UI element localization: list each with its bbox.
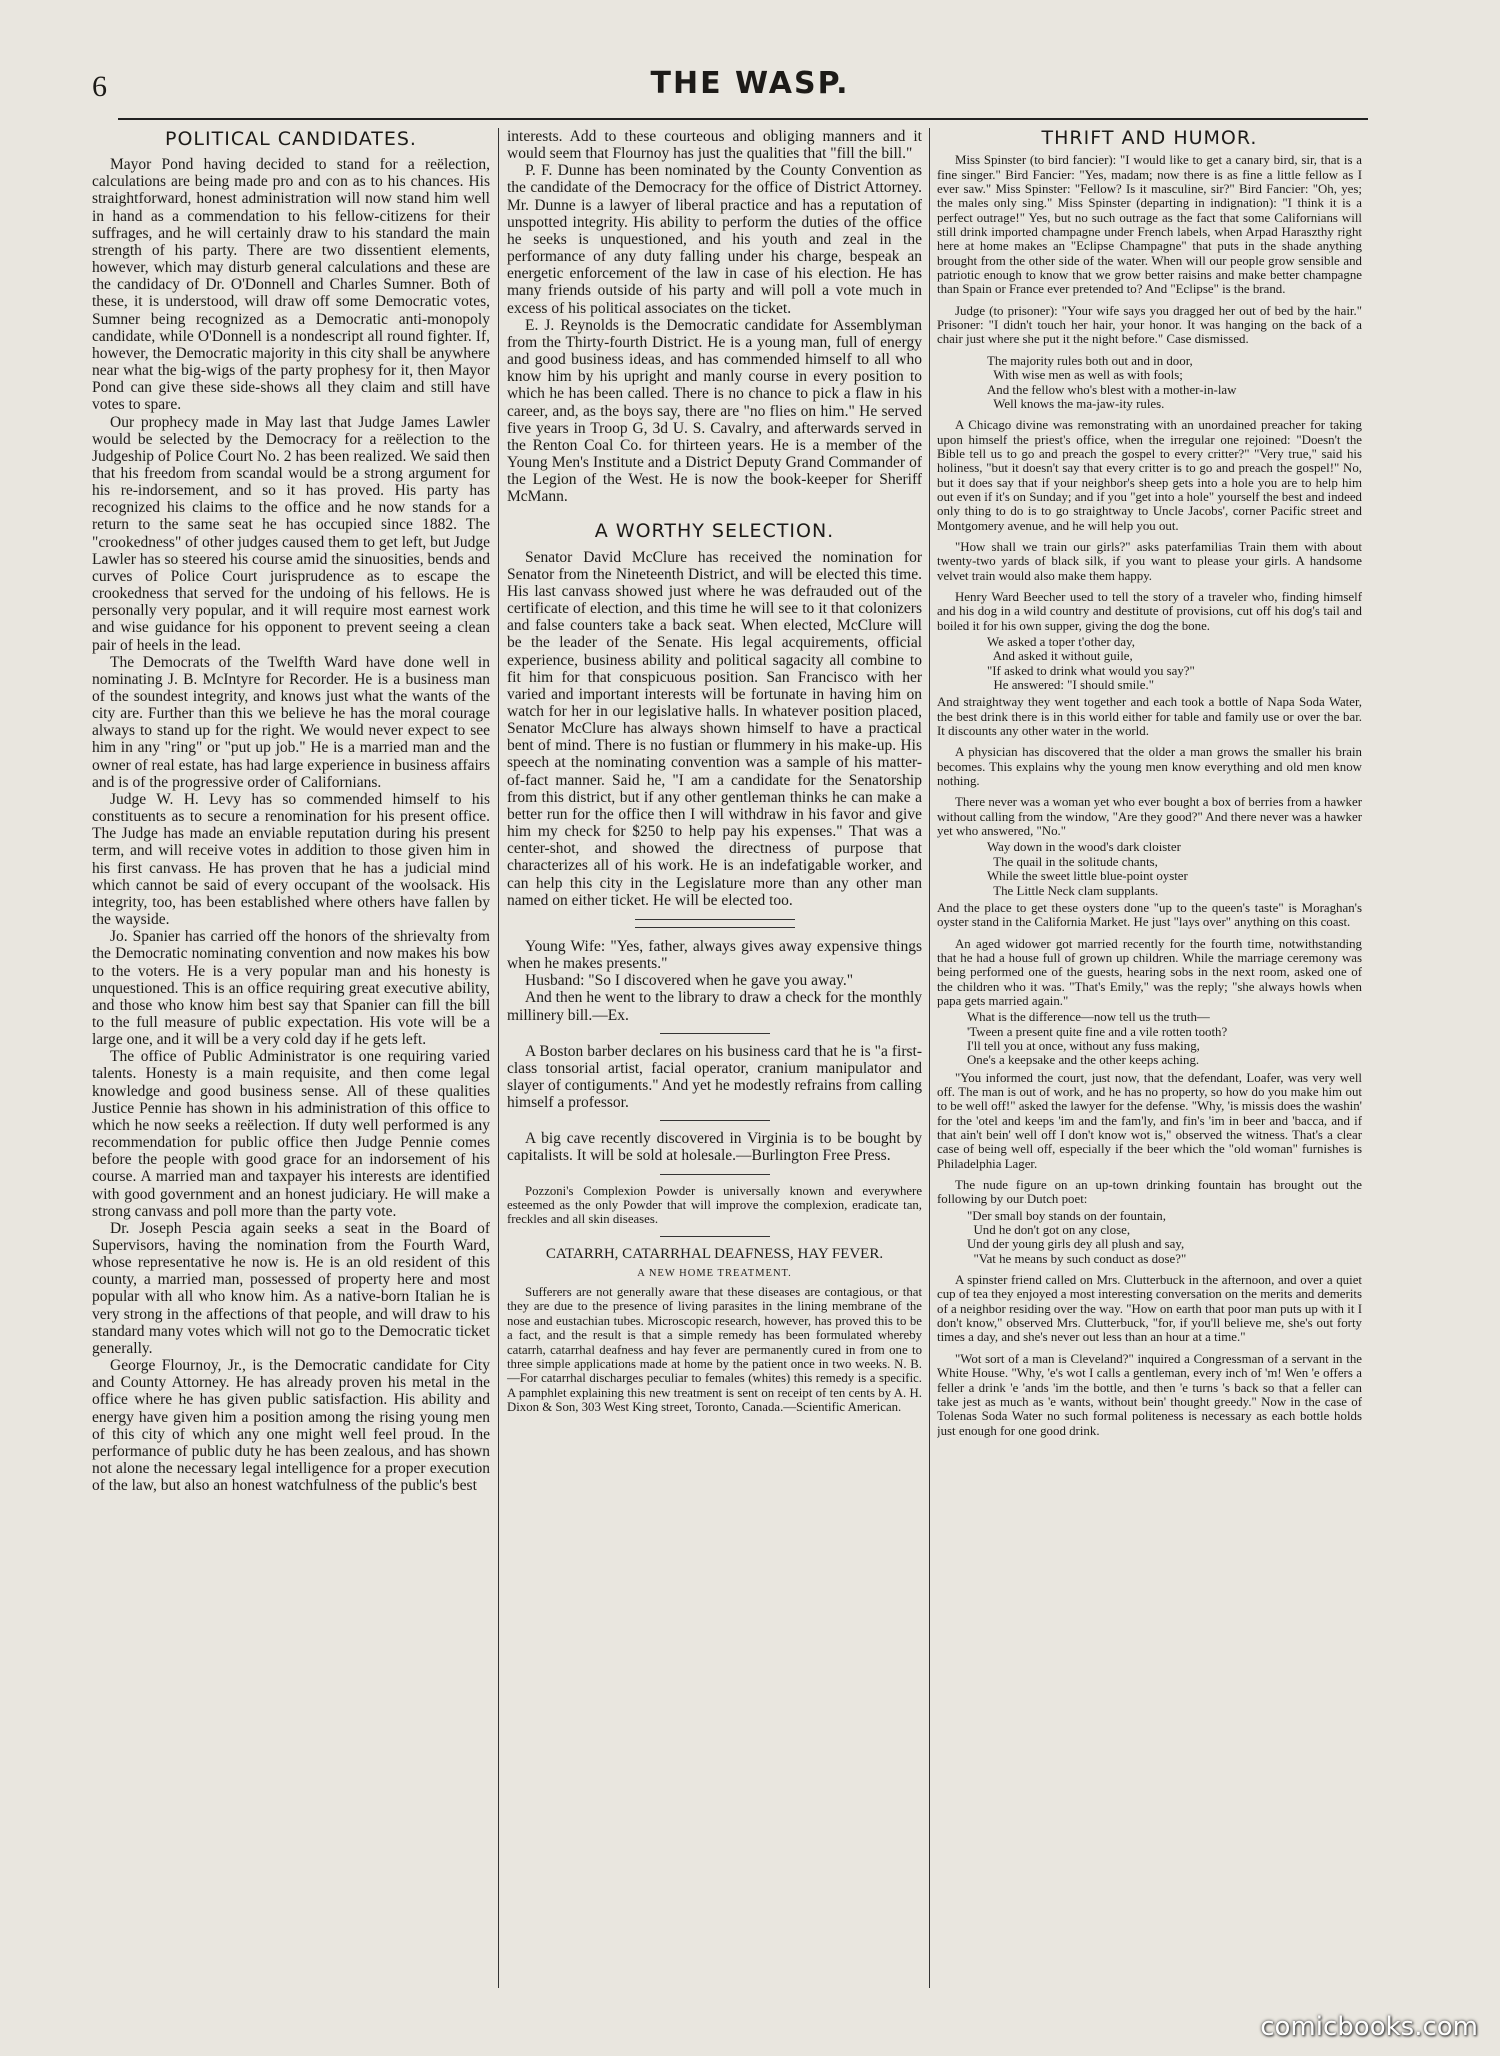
section-separator xyxy=(660,1236,770,1237)
catarrh-title: CATARRH, CATARRHAL DEAFNESS, HAY FEVER. xyxy=(545,1245,884,1262)
column-divider xyxy=(929,128,930,1988)
paragraph: An aged widower got married recently for the fourth time, notwithstanding that he had a house full of grown up children. While the marriage ceremony was being performed one of the guests, hearing sobs in the next room, asked one of the children who it was. "That's Emily," was the reply; "she always howls when papa gets married again." xyxy=(937,936,1362,1008)
section-separator xyxy=(660,1033,770,1034)
paragraph: A Boston barber declares on his business card that he is "a first-class tonsorial artist, facial operator, cranium manipulator and slayer of contiguments." And yet he modestly refrains from calling himself a professor. xyxy=(507,1042,922,1112)
paragraph: Judge (to prisoner): "Your wife says you dragged her out of bed by the hair." Prisoner: "I didn't touch her hair, your honor. It was hanging on the back of a chair just where she put it the night before." Case dismissed. xyxy=(937,303,1362,347)
verse: What is the difference—now tell us the truth— 'Tween a present quite fine and a vile rotten tooth? I'll tell you at once, without any fuss making, One's a keepsake and the other keeps aching. xyxy=(967,1010,1228,1068)
paragraph: Judge W. H. Levy has so commended himself to his constituents as to secure a renomination for his present office. The Judge has made an enviable reputation during his present term, and will receive votes in addition to those given him in his first canvass. He has proven that he has a judicial mind which cannot be said of every occupant of the woolsack. His integrity, too, has been established where others have fallen by the wayside. xyxy=(92,790,490,929)
section-separator xyxy=(660,1174,770,1175)
paragraph: "You informed the court, just now, that the defendant, Loafer, was very well off. The man is out of work, and he has no property, so how do you make him out to be well off!" asked the lawyer for the defense. "Why, 'is missis does the washin' for the 'otel and keeps 'im and the fam'ly, and fin's 'im in beer and 'bacca, and if that ain't bein' well off I don't know wot is," observed the witness. That's a clear case of being well off, especially if the beer which the "old woman" furnishes is Philadelphia Lager. xyxy=(937,1070,1362,1171)
watermark: comicbooks.com xyxy=(1260,2012,1478,2042)
paragraph: Jo. Spanier has carried off the honors of the shrievalty from the Democratic nominating convention and now makes his bow to the voters. He is a very popular man and his honesty is unquestioned. This is an office requiring great executive ability, and those who know him best say that Spanier can fill the bill to the full measure of public expectation. His vote will be a large one, and it will be a very cold day if he gets left. xyxy=(92,928,490,1049)
column-divider xyxy=(498,128,499,1988)
paragraph: The nude figure on an up-town drinking fountain has brought out the following by our Dutch poet: xyxy=(937,1178,1362,1207)
paragraph: And then he went to the library to draw a check for the monthly millinery bill.—Ex. xyxy=(507,989,922,1024)
paragraph: Senator David McClure has received the nomination for Senator from the Nineteenth District, and will be elected this time. His last canvass showed just where he was defrauded out of the certificate of election, and this time he will see to it that colonizers and false counters take a back seat. When elected, McClure will be the leader of the Senate. His legal acquirements, official experience, business ability and political sagacity all combine to fit him for that conspicuous position. San Francisco with her varied and important interests will be fortunate in having him on watch for her in our legislative halls. In whatever position placed, Senator McClure has always shown himself to have a practical bent of mind. There is no fustian or flummery in his make-up. His speech at the nominating convention was a sample of his matter-of-fact manner. Said he, "I am a candidate for the Senatorship from this district, but if any other gentleman thinks he can make a better run for the office then I will withdraw in his favor and give him my check for $250 to help pay his expenses." That was a center-shot, and showed the directness of purpose that characterizes all of his work. He is an indefatigable worker, and can help this city in the Legislature more than any other man named on either ticket. He will be elected too. xyxy=(507,548,922,909)
article-heading: POLITICAL CANDIDATES. xyxy=(165,128,417,150)
verse: "Der small boy stands on der fountain, Und he don't got on any close, Und der young girls dey all plush and say, "Vat he means by such conduct as dose?" xyxy=(967,1208,1187,1266)
paragraph: George Flournoy, Jr., is the Democratic candidate for City and County Attorney. He has already proven his metal in the office where he has given public satisfaction. His ability and energy have given him a position among the rising young men of this city of which any one might well feel proud. In the performance of public duty he has been zealous, and has shown not alone the necessary legal intelligence for a proper execution of the law, but also an honest watchfulness of the public's best xyxy=(92,1357,490,1495)
section-separator xyxy=(660,1120,770,1121)
verse: We asked a toper t'other day, And asked it without guile, "If asked to drink what would you say?" He answered: "I should smile." xyxy=(987,635,1195,693)
paragraph: Mayor Pond having decided to stand for a reëlection, calculations are being made pro and con as to his chances. His straightforward, honest administration will now stand him well in hand as a commendation to his fellow-citizens for their suffrages, and he will certainly draw to his standard the main strength of his party. There are two dissentient elements, however, which may disturb general calculations and these are the candidacy of Dr. O'Donnell and Charles Sumner. Both of these, it is understood, will draw off some Democratic votes, Sumner being recognized as a Democratic anti-monopoly candidate, while O'Donnell is a nondescript all round fighter. If, however, the Democratic majority in this city shall be anywhere near what the big-wigs of the party prophesy for it, then Mayor Pond can give these side-shows all they claim and still have votes to spare. xyxy=(92,156,490,414)
paragraph: Dr. Joseph Pescia again seeks a seat in the Board of Supervisors, having the nomination from the Fourth Ward, whose representative he now is. He is an old resident of this county, a married man, possessed of property here and most popular with all who know him. As a native-born Italian he is very strong in the affections of that people, and will draw to his standard many votes which will not go to the Democratic ticket generally. xyxy=(92,1219,490,1357)
paragraph: "How shall we train our girls?" asks paterfamilias Train them with about twenty-two yards of black silk, if you want to please your girls. A handsome velvet train would also make them happy. xyxy=(937,539,1362,583)
article-heading: A WORTHY SELECTION. xyxy=(594,520,835,543)
paragraph: Our prophecy made in May last that Judge James Lawler would be selected by the Democracy for a reëlection to the Judgeship of Police Court No. 2 has been realized. We said then that his freedom from scandal would be a strong argument for his re-indorsement, and so it has proved. His party has recognized his claims to the office and he now stands for a return to the same seat he has occupied since 1882. The "crookedness" of other judges caused them to get left, but Judge Lawler has so steered his course amid the sinuosities, bends and curves of Police Court jurisprudence as to escape the crookedness that served for the undoing of his fellows. He is personally very popular, and it will require most earnest work and wise guidance for his opponent to prevent seeing a clean pair of heels in the lead. xyxy=(92,413,490,654)
paragraph: The office of Public Administrator is one requiring varied talents. Honesty is a main requisite, and then come legal knowledge and good business sense. All of these qualities Justice Pennie has shown in his administration of this office to which he now seeks a reëlection. If duty well performed is any recommendation for public office then Judge Pennie comes before the people with good grace for an indorsement of his course. A married man and taxpayer his interests are identified with good government and an honest judiciary. He will make a strong canvass and poll more than the party vote. xyxy=(92,1048,490,1220)
column-middle xyxy=(507,128,922,2018)
verse: The majority rules both out and in door, With wise men as well as with fools; And the fellow who's blest with a mother-in-law Well knows the ma-jaw-ity rules. xyxy=(987,353,1237,411)
paragraph: interests. Add to these courteous and obliging manners and it would seem that Flournoy has just the qualities that "fill the bill." xyxy=(507,128,922,163)
paragraph: A physician has discovered that the older a man grows the smaller his brain becomes. This explains why the young men know everything and old men know nothing. xyxy=(937,745,1362,789)
header-rule xyxy=(118,118,1368,120)
paragraph: There never was a woman yet who ever bought a box of berries from a hawker without calling from the window, "Are they good?" And there never was a hawker yet who answered, "No." xyxy=(937,795,1362,839)
paragraph: P. F. Dunne has been nominated by the County Convention as the candidate of the Democracy for the office of District Attorney. Mr. Dunne is a lawyer of liberal practice and has a reputation of unspotted integrity. His ability to perform the duties of the office he seeks is unquestioned, and his youth and zeal in the performance of any duty falling under his charge, bespeak an energetic enforcement of the law in case of his election. He has many friends outside of his party and will poll a vote much in excess of his political associates on the ticket. xyxy=(507,162,922,317)
paragraph: Husband: "So I discovered when he gave you away." xyxy=(525,972,854,990)
page-number: 6 xyxy=(92,70,107,103)
paragraph: A Chicago divine was remonstrating with an unordained preacher for taking upon himself the priest's office, when the irregular one rejoined: "Doesn't the Bible tell us to go and preach the gospel to every critter?" "Very true," said his holiness, "but it doesn't say that every critter is to go and preach the gospel!" No, but it does say that if your neighbor's sheep gets into a hole you are to help him out even if it's on Sunday; and if you "get into a hole" yourself the best and indeed only thing to do is to go straightway to Uncle Jacobs', corner Pacific street and Montgomery avenue, and he will help you out. xyxy=(937,418,1362,533)
advertisement-pozzoni: Pozzoni's Complexion Powder is universally known and everywhere esteemed as the only Powder that will improve the complexion, eradicate tan, freckles and all skin diseases. xyxy=(507,1183,922,1227)
paragraph: Miss Spinster (to bird fancier): "I would like to get a canary bird, sir, that is a fine singer." Bird Fancier: "Yes, madam; now there is as fine a little fellow as I ever saw." Miss Spinster: "Fellow? Is it masculine, sir?" Bird Fancier: "Oh, yes; the males only sing." Miss Spinster (departing in indignation): "I think it is a perfect outrage!" Yes, but no such outrage as the fact that some Californians will still drink imported champagne under French labels, when Arpad Haraszthy right here at home makes an "Eclipse Champagne" that puts in the shade anything brought from the other side of the water. When will our people grow sensible and patriotic enough to know that we grow better raisins and make better champagne than Spain or France ever pretended to? And "Eclipse" is the brand. xyxy=(937,153,1362,297)
paragraph: The Democrats of the Twelfth Ward have done well in nominating J. B. McIntyre for Recorder. He is a business man of the soundest integrity, and knows just what the wants of the city are. Further than this we believe he has the moral courage always to stand up for the right. We would never expect to see him in any "ring" or "put up job." He is a married man and the owner of real estate, has had large experience in business affairs and is of the progressive order of Californians. xyxy=(92,653,490,791)
paragraph: Young Wife: "Yes, father, always gives away expensive things when he makes presents." xyxy=(507,937,922,973)
column-thrift-and-humor xyxy=(937,128,1362,2018)
paragraph: "Wot sort of a man is Cleveland?" inquired a Congressman of a servant in the White House. "Why, 'e's wot I calls a gentleman, every inch of 'm! Wen 'e offers a feller a drink 'e 'ands 'im the bottle, and then 'e turns 's back so that a feller can take jest as much as 'e wants, without bein' thought greedy." Now in the case of Tolenas Soda Water no such formal politeness is necessary as each bottle holds just enough for one good drink. xyxy=(937,1351,1362,1438)
section-separator xyxy=(635,919,795,928)
paragraph: Henry Ward Beecher used to tell the story of a traveler who, finding himself and his dog in a wild country and destitute of provisions, cut off his dog's tail and boiled it for his own supper, giving the dog the bone. xyxy=(937,589,1362,633)
paragraph: And straightway they went together and each took a bottle of Napa Soda Water, the best drink there is in this world either for table and family use or over the bar. It discounts any other water in the world. xyxy=(937,695,1362,739)
paragraph: A spinster friend called on Mrs. Clutterbuck in the afternoon, and over a quiet cup of tea they enjoyed a most interesting conversation on the merits and demerits of a neighbor residing over the way. "How on earth that poor man puts up with it I don't know," observed Mrs. Clutterbuck, "for, if you'll believe me, she's out forty times a day, and she's never out less than an hour at a time." xyxy=(937,1273,1362,1345)
paragraph: And the place to get these oysters done "up to the queen's taste" is Moraghan's oyster stand in the California Market. He just "lays over" anything on this coast. xyxy=(937,900,1362,930)
catarrh-subtitle: A NEW HOME TREATMENT. xyxy=(637,1267,792,1279)
advertisement-catarrh: Sufferers are not generally aware that these diseases are contagious, or that they are due to the presence of living parasites in the lining membrane of the nose and eustachian tubes. Microscopic research, however, has proved this to be a fact, and the result is that a simple remedy has been formulated whereby catarrh, catarrhal deafness and hay fever are permanently cured in from one to three simple applications made at home by the patient once in two weeks. N. B.—For catarrhal discharges peculiar to females (whites) this remedy is a specific. A pamphlet explaining this new treatment is sent on receipt of ten cents by A. H. Dixon & Son, 303 West King street, Toronto, Canada.—Scientific American. xyxy=(507,1284,922,1415)
masthead-title: THE WASP. xyxy=(650,66,850,101)
article-heading: THRIFT AND HUMOR. xyxy=(1041,128,1258,149)
verse: Way down in the wood's dark cloister The quail in the solitude chants, While the sweet little blue-point oyster The Little Neck clam supplants. xyxy=(987,840,1188,898)
paragraph: E. J. Reynolds is the Democratic candidate for Assemblyman from the Thirty-fourth District. He is a young man, full of energy and good business ideas, and has commended himself to all who know him by his upright and manly course in every position to which he has been called. There is no chance to pick a flaw in his career, and, as the boys say, there are "no flies on him." He served five years in Troop G, 3d U. S. Cavalry, and afterwards served in the Renton Coal Co. for thirteen years. He is a member of the Young Men's Institute and a District Deputy Grand Commander of the Legion of the West. He is now the book-keeper for Sheriff McMann. xyxy=(507,316,922,506)
paragraph: A big cave recently discovered in Virginia is to be bought by capitalists. It will be sold at holesale.—Burlington Free Press. xyxy=(507,1130,922,1165)
column-political-candidates xyxy=(92,128,490,2018)
